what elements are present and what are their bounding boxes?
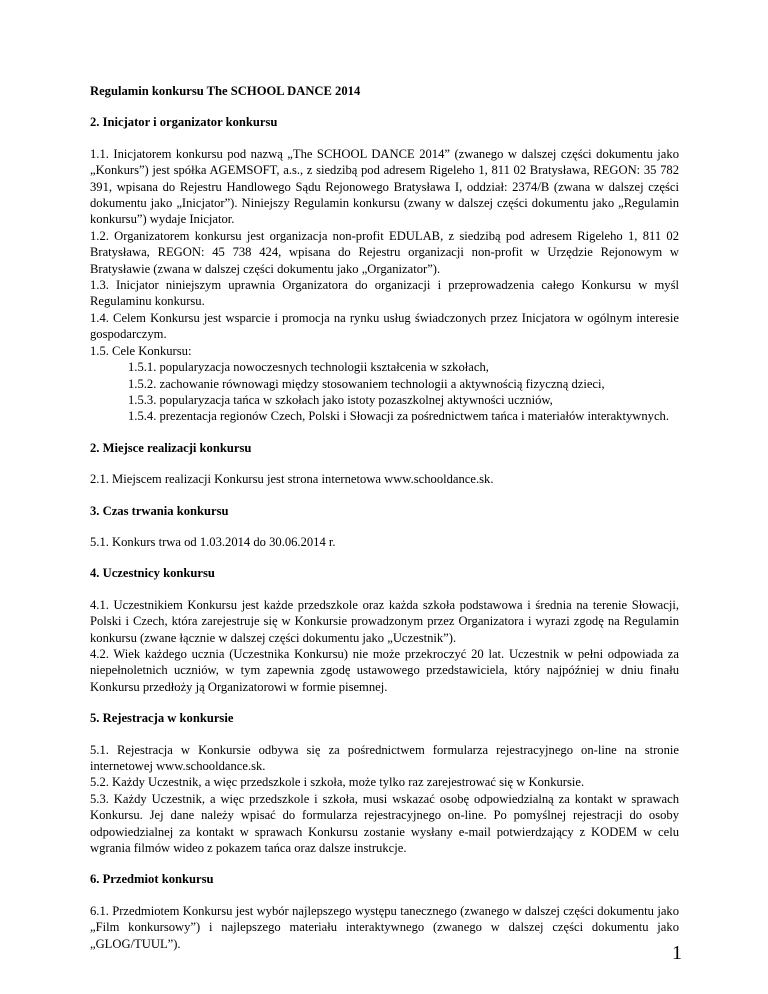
- page-number: 1: [672, 942, 682, 964]
- section-heading-registration: 5. Rejestracja w konkursie: [90, 711, 234, 726]
- subitem-1-5-4: 1.5.4. prezentacja regionów Czech, Polski i Słowacji za pośrednictwem tańca i materiałów interaktywnych.: [128, 409, 670, 424]
- section-heading-location: 2. Miejsce realizacji konkursu: [90, 440, 252, 455]
- subitem-1-5-2: 1.5.2. zachowanie równowagi między stosowaniem technologii a aktywnością fizyczną dzieci,: [128, 376, 605, 391]
- paragraph-3-1: 5.1. Konkurs trwa od 1.03.2014 do 30.06.2014 r.: [90, 534, 336, 549]
- paragraph-2-1: 2.1. Miejscem realizacji Konkursu jest strona internetowa www.schooldance.sk.: [90, 472, 494, 487]
- paragraph-5-2: 5.2. Każdy Uczestnik, a więc przedszkole i szkoła, może tylko raz zarejestrować się w Konkursie.: [90, 775, 585, 790]
- subitem-1-5-3: 1.5.3. popularyzacja tańca w szkołach jako istoty pozaszkolnej aktywności uczniów,: [128, 392, 553, 407]
- section-heading-organizer: 2. Inicjator i organizator konkursu: [90, 115, 278, 130]
- paragraph-4-2: 4.2. Wiek każdego ucznia (Uczestnika Konkursu) nie może przekroczyć 20 lat. Uczestnik w pełni odpowiada za niepełnoletnich uczniów, w tym zapewnia zgodę ustawowego przedstawiciela, który najpóźniej w dniu finału Konkursu przedłoży ją Organizatorowi w formie pisemnej.: [90, 646, 679, 694]
- section-heading-subject: 6. Przedmiot konkursu: [90, 872, 214, 887]
- paragraph-4-1: 4.1. Uczestnikiem Konkursu jest każde przedszkole oraz każda szkoła podstawowa i średnia na terenie Słowacji, Polski i Czech, która zarejestruje się w Konkursie prowadzonym przez Organizatora i wyrazi zgodę na Regulamin konkursu (zwane łącznie w dalszej części dokumentu jako „Uczestnik”).: [90, 597, 679, 645]
- paragraph-5-3: 5.3. Każdy Uczestnik, a więc przedszkole i szkoła, musi wskazać osobę odpowiedzialną za kontakt w sprawach Konkursu. Jej dane należy wpisać do formularza rejestracyjnego on-line. Po pomyślnej rejestracji do osoby odpowiedzialnej za kontakt w sprawach Konkursu zostanie wysłany e-mail potwierdzający z KODEM w celu wgrania filmów wideo z pokazem tańca oraz dalsze instrukcje.: [90, 791, 679, 856]
- paragraph-1-3: 1.3. Inicjator niniejszym uprawnia Organizatora do organizacji i przeprowadzenia całego Konkursu w myśl Regulaminu konkursu.: [90, 278, 679, 309]
- section-heading-participants: 4. Uczestnicy konkursu: [90, 566, 215, 581]
- paragraph-1-5: 1.5. Cele Konkursu:: [90, 343, 192, 358]
- document-body: [90, 83, 679, 952]
- subitem-1-5-1: 1.5.1. popularyzacja nowoczesnych technologii kształcenia w szkołach,: [128, 360, 489, 375]
- paragraph-6-1: 6.1. Przedmiotem Konkursu jest wybór najlepszego występu tanecznego (zwanego w dalszej części dokumentu jako „Film konkursowy”) i najlepszego materiału interaktywnego (zwanego w dalszej części dokumentu jako „GLOG/TUUL”).: [90, 903, 679, 951]
- document-title: Regulamin konkursu The SCHOOL DANCE 2014: [90, 84, 361, 98]
- paragraph-5-1: 5.1. Rejestracja w Konkursie odbywa się za pośrednictwem formularza rejestracyjnego on-line na stronie internetowej www.schooldance.sk.: [90, 742, 679, 773]
- paragraph-1-4: 1.4. Celem Konkursu jest wsparcie i promocja na rynku usług świadczonych przez Inicjatora w ogólnym interesie gospodarczym.: [90, 310, 679, 342]
- paragraph-1-1: 1.1. Inicjatorem konkursu pod nazwą „The SCHOOL DANCE 2014” (zwanego w dalszej części dokumentu jako „Konkurs”) jest spółka AGEMSOFT, a.s., z siedzibą pod adresem Rigeleho 1, 811 02 Bratysława, REGON: 35 782 391, wpisana do Rejestru Handlowego Sądu Rejonowego Bratysława I, oddział: 2374/B (zwana w dalszej części dokumentu jako „Inicjator”). Niniejszy Regulamin konkursu (zwany w dalszej części dokumentu jako „Regulamin konkursu”) wydaje Inicjator.: [90, 146, 679, 227]
- section-heading-duration: 3. Czas trwania konkursu: [90, 503, 229, 518]
- paragraph-1-2: 1.2. Organizatorem konkursu jest organizacja non-profit EDULAB, z siedzibą pod adresem Rigeleho 1, 811 02 Bratysława, REGON: 45 738 424, wpisana do Rejestru organizacji non-profit w Urzędzie Rejonowym w Bratysławie (zwana w dalszej części dokumentu jako „Organizator”).: [90, 228, 679, 276]
